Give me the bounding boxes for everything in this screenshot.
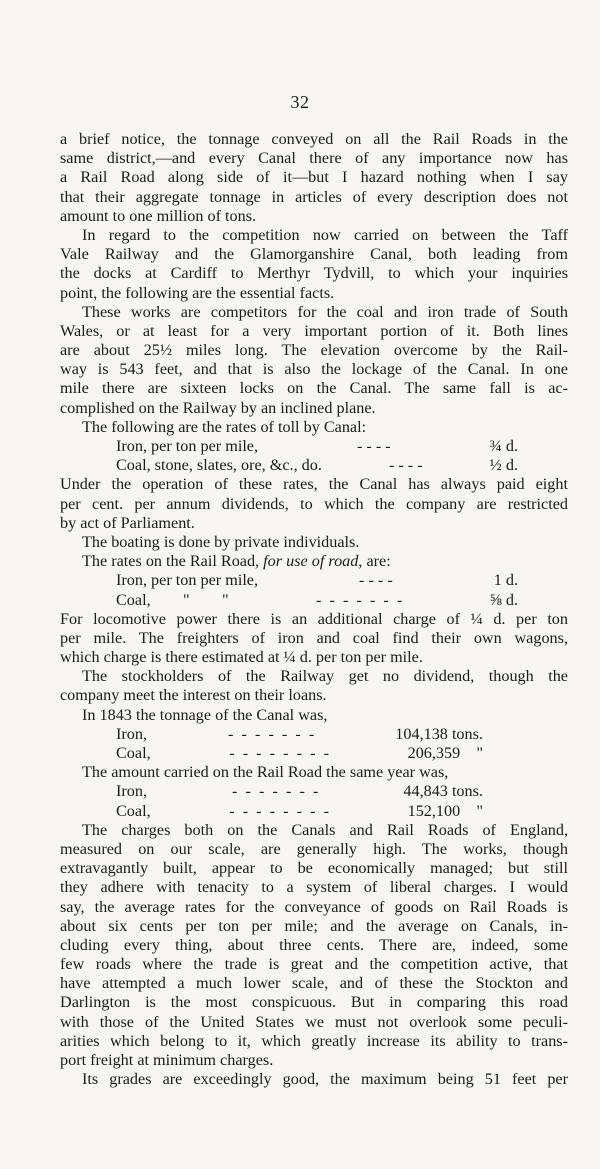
tonnage-dots: - - - - - - - xyxy=(232,782,319,801)
text-line: company meet the interest on their loans. xyxy=(60,686,327,705)
text-line: which charge is there estimated at ¼ d. per ton per mile. xyxy=(60,648,423,667)
text-line: mile there are sixteen locks on the Canal. The same fall is ac- xyxy=(60,379,568,398)
text-line: The following are the rates of toll by Canal: xyxy=(82,417,367,436)
toll-row xyxy=(60,456,568,475)
text-line: same district,—and every Canal there of any importance now has xyxy=(60,149,568,168)
toll-dots: - - - - xyxy=(388,456,423,475)
text-line: a Rail Road along side of it—but I hazard nothing when I say xyxy=(60,168,568,187)
body-text xyxy=(60,130,568,1089)
emphasis-text: for use of road xyxy=(263,552,359,571)
toll-item: Iron, per ton per mile, xyxy=(116,437,259,455)
toll-row xyxy=(60,437,568,456)
rail-rates-intro: The rates on the Rail Road, for use of road, are: xyxy=(82,552,391,571)
tonnage-dots: - - - - - - - xyxy=(228,724,315,743)
text-line: The boating is done by private individuals. xyxy=(82,532,360,551)
text-line: about six cents per ton per mile; and the average on Canals, in- xyxy=(60,916,568,935)
text-line: These works are competitors for the coal and iron trade of South xyxy=(82,302,568,321)
text-line: they adhere with tenacity to a system of liberal charges. I would xyxy=(60,878,568,897)
page-number: 32 xyxy=(290,92,310,112)
tonnage-row xyxy=(60,802,568,821)
text-line: complished on the Railway by an inclined plane. xyxy=(60,398,376,417)
rate-dots: - - - - xyxy=(359,571,393,590)
tonnage-dots: - - - - - - - - xyxy=(229,801,329,820)
tonnage-value: 152,100 " xyxy=(407,801,483,820)
text-line: For locomotive power there is an additional charge of ¼ d. per ton xyxy=(60,609,568,628)
text-line: port freight at minimum charges. xyxy=(60,1051,274,1069)
text-line: In 1843 the tonnage of the Canal was, xyxy=(82,705,328,724)
text-line: that their aggregate tonnage in articles of every description does not xyxy=(60,187,568,206)
text-line: are about 25½ miles long. The elevation overcome by the Rail- xyxy=(60,341,568,360)
rate-value: ⅝ d. xyxy=(489,590,518,609)
text-line: say, the average rates for the conveyance of goods on Rail Roads is xyxy=(60,897,568,916)
text-line: Under the operation of these rates, the Canal has always paid eight xyxy=(60,475,568,494)
text-line: extravagantly built, appear to be economically managed; but still xyxy=(60,859,568,878)
text-line: Wales, or at least for a very important portion of it. Both lines xyxy=(60,321,568,340)
text-line: Its grades are exceedingly good, the maximum being 51 feet per xyxy=(82,1070,568,1089)
text-line: few roads where the trade is great and the competition active, that xyxy=(60,955,568,974)
toll-rate: ½ d. xyxy=(489,456,518,475)
tonnage-row xyxy=(60,782,568,801)
text-line: arities which belong to it, which greatly increase its ability to trans- xyxy=(60,1031,568,1050)
text-line: Darlington is the most conspicuous. But in comparing this road xyxy=(60,993,568,1012)
text-line: The stockholders of the Railway get no dividend, though the xyxy=(82,667,568,686)
tonnage-value: 44,843 tons. xyxy=(403,782,483,801)
text-line: Vale Railway and the Glamorganshire Canal, both leading from xyxy=(60,245,568,264)
tonnage-item: Iron, xyxy=(116,724,148,743)
text-line: point, the following are the essential facts. xyxy=(60,283,335,302)
tonnage-row xyxy=(60,725,568,744)
text-line: the docks at Cardiff to Merthyr Tydvill, to which your inquiries xyxy=(60,264,568,283)
rate-dots: - - - - - - - xyxy=(315,590,403,609)
rate-item: Coal, " " xyxy=(116,590,229,609)
text-line: measured on our scale, are generally high. The works, though xyxy=(60,839,568,858)
text-line: amount to one million of tons. xyxy=(60,206,257,225)
rate-row xyxy=(60,571,568,590)
text-line: per mile. The freighters of iron and coal find their own wagons, xyxy=(60,628,568,647)
tonnage-row xyxy=(60,744,568,763)
text-line: In regard to the competition now carried on between the Taff xyxy=(82,225,568,244)
text-line: way is 543 feet, and that is also the lockage of the Canal. In one xyxy=(60,360,568,379)
text-line: cluding every thing, about three cents. There are, indeed, some xyxy=(60,935,568,954)
tonnage-item: Coal, xyxy=(116,801,151,820)
tonnage-dots: - - - - - - - - xyxy=(229,744,329,762)
tonnage-item: Coal, xyxy=(116,744,151,762)
toll-dots: - - - - xyxy=(357,437,391,455)
text-line: with those of the United States we must not overlook some peculi- xyxy=(60,1012,568,1031)
toll-item: Coal, stone, slates, ore, &c., do. xyxy=(116,456,322,475)
tonnage-item: Iron, xyxy=(116,782,148,801)
text-line: a brief notice, the tonnage conveyed on all the Rail Roads in the xyxy=(60,130,568,148)
rate-item: Iron, per ton per mile, xyxy=(116,571,259,590)
text-line: The amount carried on the Rail Road the same year was, xyxy=(82,763,449,782)
tonnage-value: 104,138 tons. xyxy=(395,724,483,743)
text-line: by act of Parliament. xyxy=(60,513,195,532)
toll-rate: ¾ d. xyxy=(489,437,518,455)
rate-value: 1 d. xyxy=(493,571,518,590)
text-line: per cent. per annum dividends, to which the company are restricted xyxy=(60,494,568,513)
text-line: have attempted a much lower scale, and of these the Stockton and xyxy=(60,974,568,993)
rate-row xyxy=(60,591,568,610)
tonnage-value: 206,359 " xyxy=(407,744,483,762)
text-line: The charges both on the Canals and Rail Roads of England, xyxy=(82,820,568,839)
